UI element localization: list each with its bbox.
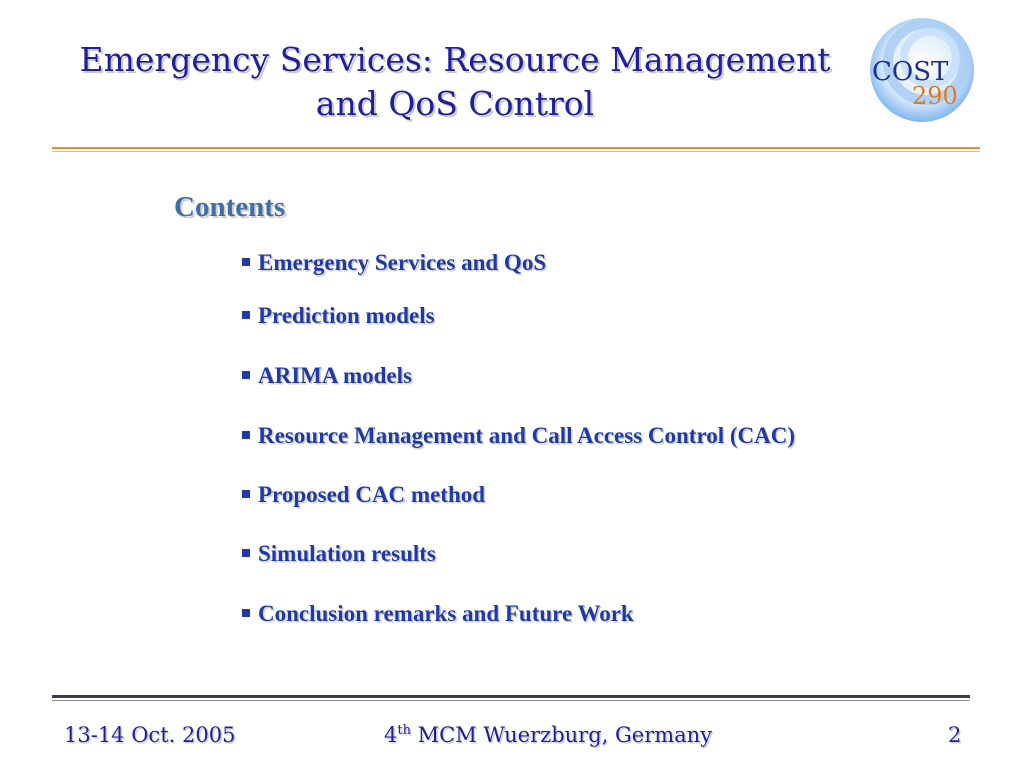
header-divider <box>52 147 980 149</box>
list-item-label: Proposed CAC method <box>258 482 486 507</box>
list-item-label: Emergency Services and QoS <box>258 250 547 275</box>
header-divider-secondary <box>52 151 980 152</box>
logo-text-cost: COST <box>872 57 949 87</box>
contents-heading: Contents <box>174 191 286 223</box>
list-item <box>242 482 485 508</box>
square-bullet-icon <box>242 549 250 557</box>
square-bullet-icon <box>242 490 250 498</box>
slide-title <box>60 38 850 126</box>
square-bullet-icon <box>242 258 250 266</box>
square-bullet-icon <box>242 371 250 379</box>
list-item <box>242 250 546 276</box>
footer-divider <box>52 695 970 698</box>
logo-text-290: 290 <box>912 82 958 110</box>
list-item <box>242 423 795 449</box>
list-item-label: Conclusion remarks and Future Work <box>258 601 634 626</box>
list-item <box>242 601 634 627</box>
footer-event-suffix: th <box>397 723 411 738</box>
list-item-label: Simulation results <box>258 541 436 566</box>
footer-event-ordinal: 4 <box>384 723 398 747</box>
footer-date: 13-14 Oct. 2005 <box>64 723 236 747</box>
footer-event-text: MCM Wuerzburg, Germany <box>410 723 713 747</box>
page-number: 2 <box>948 723 962 747</box>
footer-divider-secondary <box>52 700 970 701</box>
list-item <box>242 363 412 389</box>
square-bullet-icon <box>242 311 250 319</box>
list-item-label: Resource Management and Call Access Control (CAC) <box>258 423 796 448</box>
list-item <box>242 303 435 329</box>
slide-title-line-2: and QoS Control <box>315 84 595 123</box>
slide-title-line-1: Emergency Services: Resource Management <box>79 40 831 79</box>
square-bullet-icon <box>242 431 250 439</box>
footer-event <box>384 723 712 747</box>
list-item-label: Prediction models <box>258 303 435 328</box>
cost-logo-icon <box>866 18 976 128</box>
square-bullet-icon <box>242 609 250 617</box>
list-item <box>242 541 436 567</box>
list-item-label: ARIMA models <box>258 363 412 388</box>
